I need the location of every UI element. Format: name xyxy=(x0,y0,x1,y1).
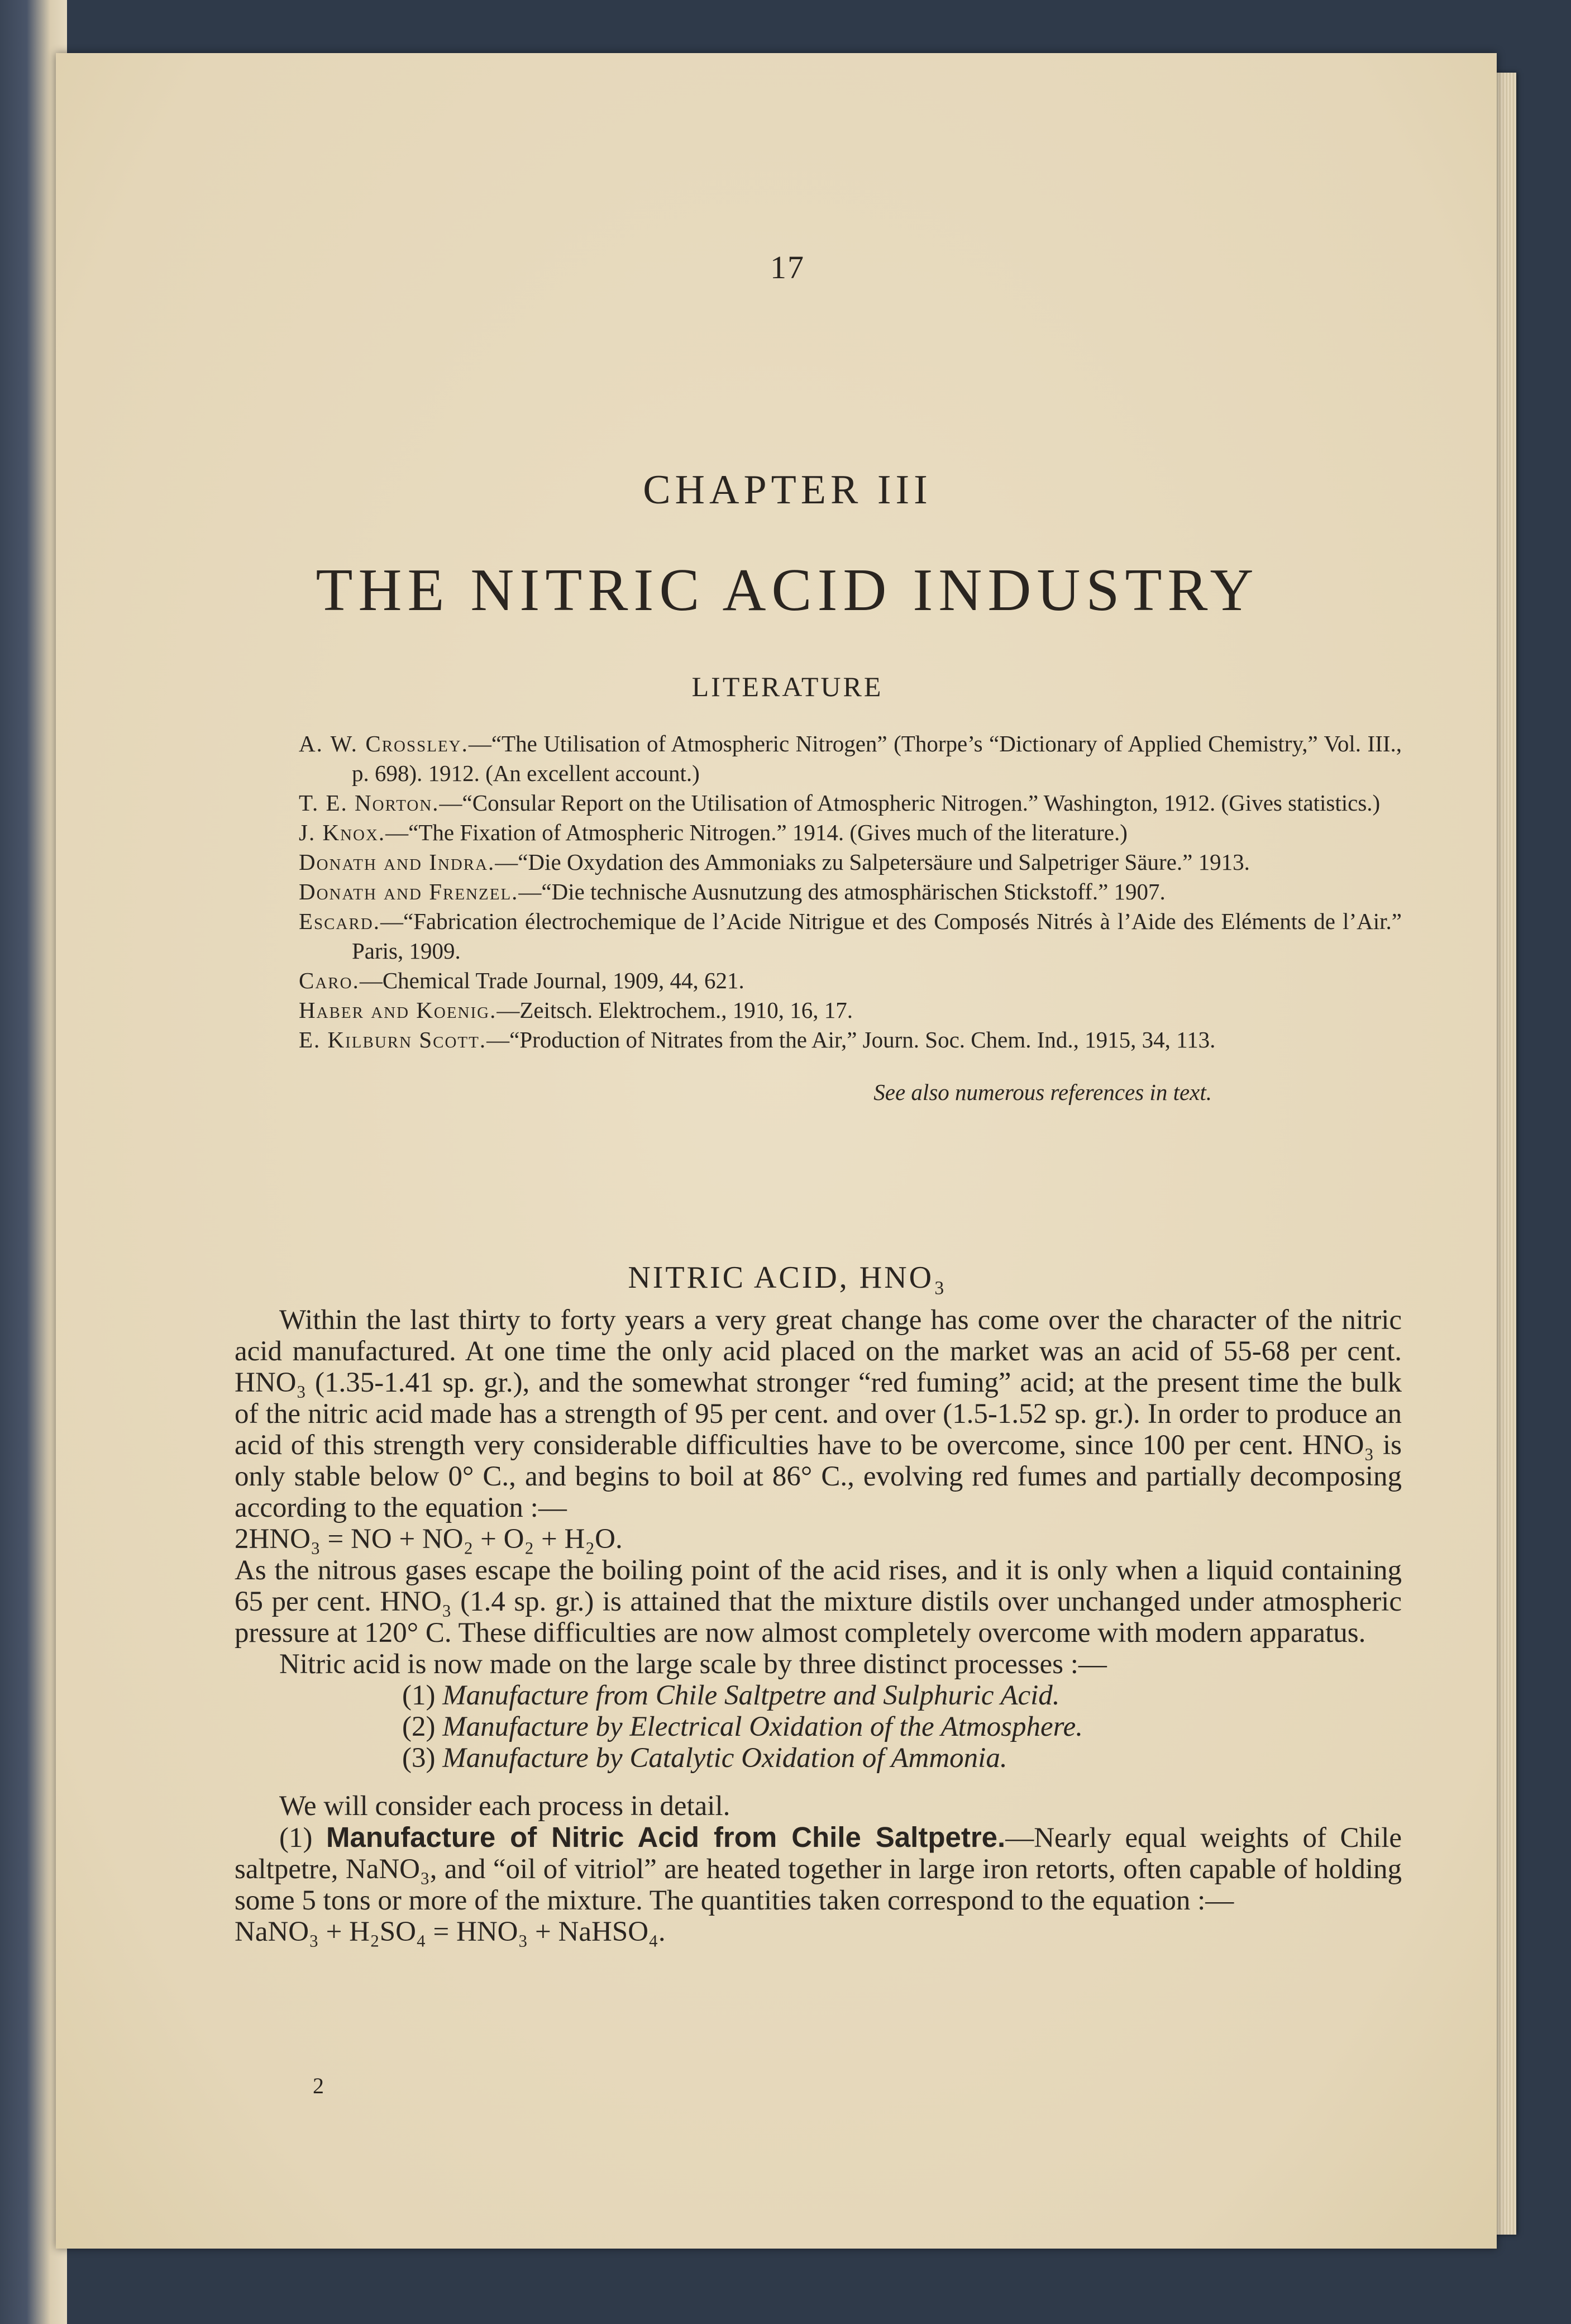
signature-mark: 2 xyxy=(313,2073,324,2098)
book-page xyxy=(56,53,1497,2249)
reference-item: T. E. Norton.—“Consular Report on the Utilisation of Atmospheric Nitrogen.” Washington, 1912. (Gives statistics.) xyxy=(299,790,1381,816)
chapter-label: CHAPTER III xyxy=(643,467,932,513)
reference-item: Donath and Indra.—“Die Oxydation des Ammoniaks zu Salpetersäure und Salpetriger Säure.” 1913. xyxy=(299,849,1250,875)
body-text xyxy=(235,1304,1402,1947)
equation: 2HNO₃ = NO + NO₂ + O₂ + H₂O. xyxy=(235,1523,623,1555)
section-heading: NITRIC ACID, HNO₃ xyxy=(628,1260,947,1295)
reference-item: J. Knox.—“The Fixation of Atmospheric Nitrogen.” 1914. (Gives much of the literature.) xyxy=(299,820,1128,845)
process-heading: Manufacture of Nitric Acid from Chile Saltpetre. xyxy=(326,1821,1006,1853)
paragraph: (1) Manufacture of Nitric Acid from Chile Saltpetre.—Nearly equal weights of Chile saltpetre, NaNO₃, and “oil of vitriol” are heated together in large iron retorts, often capable of holding some 5 tons or more of the mixture. The quantities taken correspond to the equation :— xyxy=(235,1821,1402,1916)
equation: NaNO₃ + H₂SO₄ = HNO₃ + NaHSO₄. xyxy=(235,1916,666,1947)
literature-heading: LITERATURE xyxy=(691,671,884,702)
reference-item: A. W. Crossley.—“The Utilisation of Atmospheric Nitrogen” (Thorpe’s “Dictionary of Applied Chemistry,” Vol. III., p. 698). 1912. (An excellent account.) xyxy=(299,731,1402,786)
paragraph: As the nitrous gases escape the boiling point of the acid rises, and it is only when a liquid containing 65 per cent. HNO₃ (1.4 sp. gr.) is attained that the mixture distils over unchanged under atmospheric pressure at 120° C. These difficulties are now almost completely overcome with modern apparatus. xyxy=(235,1555,1402,1649)
page-number: 17 xyxy=(770,249,805,285)
process-item: (1) Manufacture from Chile Saltpetre and Sulphuric Acid. xyxy=(402,1680,1060,1711)
process-item: (2) Manufacture by Electrical Oxidation of the Atmosphere. xyxy=(402,1711,1083,1742)
process-item: (3) Manufacture by Catalytic Oxidation of Ammonia. xyxy=(402,1742,1007,1774)
reference-item: Haber and Koenig.—Zeitsch. Elektrochem., 1910, 16, 17. xyxy=(299,997,853,1023)
reference-item: Escard.—“Fabrication électrochemique de l’Acide Nitrigue et des Composés Nitrés à l’Aide des Eléments de l’Air.” Paris, 1909. xyxy=(299,908,1402,964)
references-list xyxy=(299,729,1402,1130)
reference-item: Caro.—Chemical Trade Journal, 1909, 44, 621. xyxy=(299,968,744,993)
paragraph: We will consider each process in detail. xyxy=(279,1790,730,1822)
paragraph: Nitric acid is now made on the large scale by three distinct processes :— xyxy=(279,1649,1107,1680)
chapter-title: THE NITRIC ACID INDUSTRY xyxy=(316,557,1259,623)
reference-item: Donath and Frenzel.—“Die technische Ausnutzung des atmosphärischen Stickstoff.” 1907. xyxy=(299,879,1166,904)
paragraph: Within the last thirty to forty years a very great change has come over the character of the nitric acid manufactured. At one time the only acid placed on the market was an acid of 55-68 per cent. HNO₃ (1.35-1.41 sp. gr.), and the somewhat stronger “red fuming” acid; at the present time the bulk of the nitric acid made has a strength of 95 per cent. and over (1.5-1.52 sp. gr.). In order to produce an acid of this strength very considerable difficulties have to be overcome, since 100 per cent. HNO₃ is only stable below 0° C., and begins to boil at 86° C., evolving red fumes and partially decomposing according to the equation :— xyxy=(235,1304,1402,1523)
see-also-note: See also numerous references in text. xyxy=(873,1079,1212,1105)
reference-item: E. Kilburn Scott.—“Production of Nitrates from the Air,” Journ. Soc. Chem. Ind., 1915, 34, 113. xyxy=(299,1027,1216,1053)
